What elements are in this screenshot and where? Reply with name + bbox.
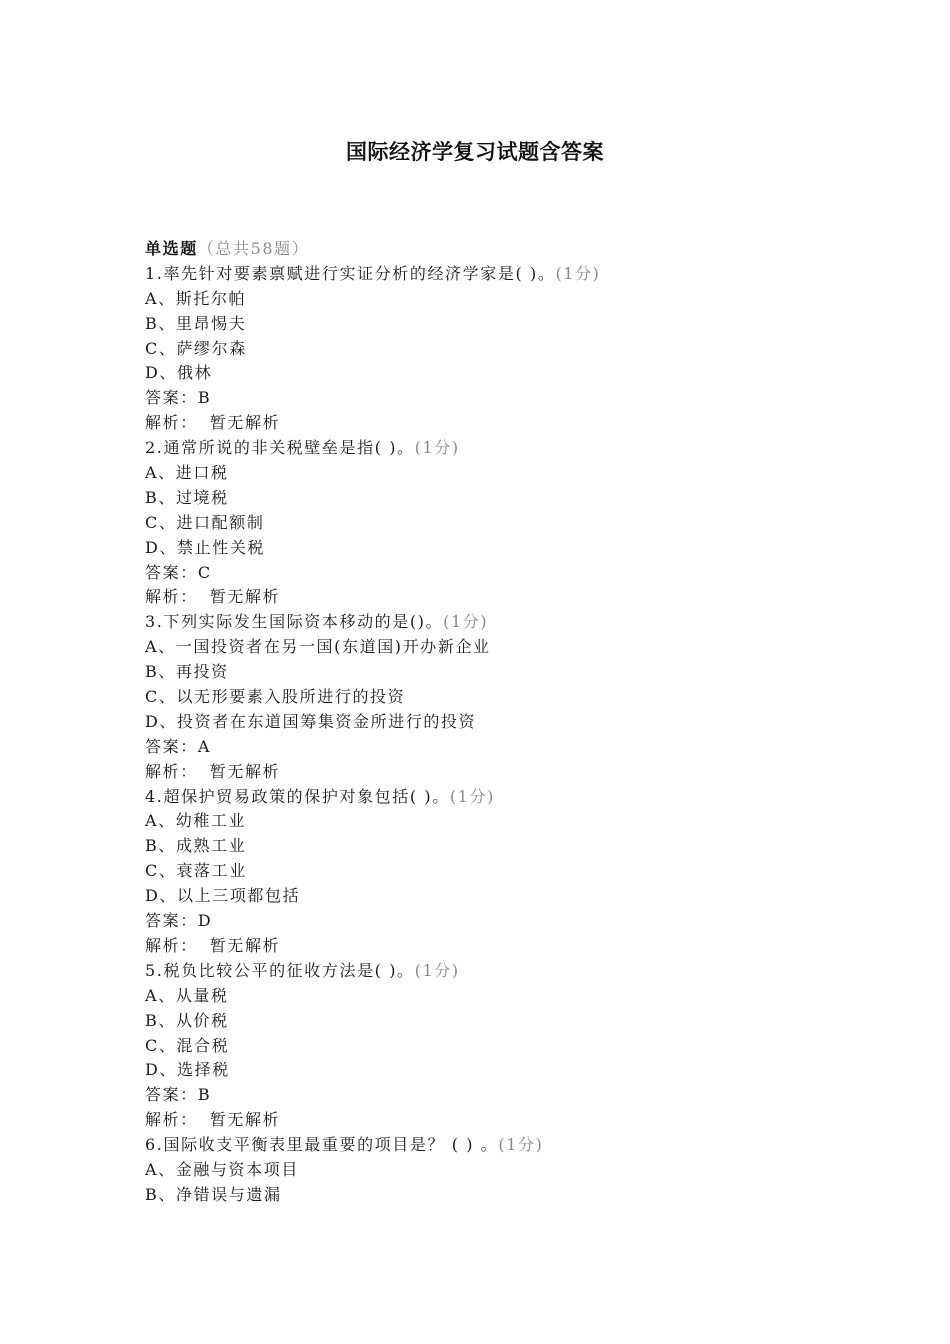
option-b: B、再投资 bbox=[145, 662, 229, 682]
option-c: C、萨缪尔森 bbox=[145, 338, 247, 358]
question-stem: 6.国际收支平衡表里最重要的项目是？ ( ) 。(1分) bbox=[145, 1135, 544, 1155]
question-stem: 3.下列实际发生国际资本移动的是()。(1分) bbox=[145, 612, 489, 632]
answer-value: B bbox=[197, 1085, 212, 1105]
analysis-label: 解析： bbox=[145, 761, 198, 781]
analysis-label: 解析： bbox=[145, 413, 198, 433]
question-score: (1分) bbox=[414, 438, 460, 458]
analysis-value: 暂无解析 bbox=[209, 935, 281, 955]
analysis-label: 解析： bbox=[145, 935, 198, 955]
option-c: C、进口配额制 bbox=[145, 512, 265, 532]
answer-label: 答案： bbox=[145, 562, 198, 582]
answer-line bbox=[145, 386, 865, 411]
option-a: A、幼稚工业 bbox=[145, 811, 247, 831]
option-b: B、里昂惕夫 bbox=[145, 313, 247, 333]
question-stem: 2.通常所说的非关税壁垒是指( )。(1分) bbox=[145, 438, 460, 458]
analysis-line bbox=[145, 760, 865, 785]
answer-label: 答案： bbox=[145, 736, 198, 756]
answer-value: C bbox=[197, 562, 212, 582]
option-a: A、进口税 bbox=[145, 463, 229, 483]
analysis-line bbox=[145, 1108, 865, 1133]
analysis-value: 暂无解析 bbox=[209, 1110, 281, 1130]
analysis-label: 解析： bbox=[145, 587, 198, 607]
option-a: A、斯托尔帕 bbox=[145, 288, 247, 308]
question-score: (1分) bbox=[443, 612, 489, 632]
option-c: C、衰落工业 bbox=[145, 861, 247, 881]
question-stem: 5.税负比较公平的征收方法是( )。(1分) bbox=[145, 960, 460, 980]
section-label: 单选题 bbox=[145, 239, 198, 258]
question-score: (1分) bbox=[414, 960, 460, 980]
question-block bbox=[145, 785, 865, 959]
document-title: 国际经济学复习试题含答案 bbox=[346, 139, 604, 164]
question-block bbox=[145, 1133, 865, 1208]
option-a: A、从量税 bbox=[145, 985, 229, 1005]
analysis-line bbox=[145, 411, 865, 436]
question-score: (1分) bbox=[498, 1135, 544, 1155]
analysis-value: 暂无解析 bbox=[209, 587, 281, 607]
question-stem: 4.超保护贸易政策的保护对象包括( )。(1分) bbox=[145, 786, 495, 806]
section-heading bbox=[145, 237, 865, 262]
answer-label: 答案： bbox=[145, 388, 198, 408]
option-d: D、以上三项都包括 bbox=[145, 886, 301, 906]
option-c: C、以无形要素入股所进行的投资 bbox=[145, 687, 406, 707]
option-d: D、投资者在东道国筹集资金所进行的投资 bbox=[145, 711, 477, 731]
option-b: B、过境税 bbox=[145, 487, 229, 507]
answer-value: A bbox=[197, 736, 211, 756]
answer-line bbox=[145, 735, 865, 760]
question-stem: 1.率先针对要素禀赋进行实证分析的经济学家是( )。(1分) bbox=[145, 263, 601, 283]
question-score: (1分) bbox=[555, 263, 601, 283]
question-block bbox=[145, 436, 865, 610]
analysis-label: 解析： bbox=[145, 1110, 198, 1130]
option-b: B、从价税 bbox=[145, 1010, 229, 1030]
section-count: （总共58题） bbox=[197, 239, 310, 258]
analysis-value: 暂无解析 bbox=[209, 761, 281, 781]
option-a: A、一国投资者在另一国(东道国)开办新企业 bbox=[145, 637, 491, 657]
option-b: B、净错误与遗漏 bbox=[145, 1184, 282, 1204]
analysis-line bbox=[145, 585, 865, 610]
answer-label: 答案： bbox=[145, 911, 198, 931]
answer-line bbox=[145, 561, 865, 586]
answer-value: B bbox=[197, 388, 212, 408]
analysis-value: 暂无解析 bbox=[209, 413, 281, 433]
option-d: D、俄林 bbox=[145, 363, 213, 383]
option-b: B、成熟工业 bbox=[145, 836, 247, 856]
answer-line bbox=[145, 1083, 865, 1108]
question-list bbox=[145, 237, 865, 1208]
answer-label: 答案： bbox=[145, 1085, 198, 1105]
question-block bbox=[145, 610, 865, 784]
option-d: D、选择税 bbox=[145, 1060, 230, 1080]
question-score: (1分) bbox=[449, 786, 495, 806]
question-block bbox=[145, 262, 865, 436]
analysis-line bbox=[145, 934, 865, 959]
answer-line bbox=[145, 909, 865, 934]
answer-value: D bbox=[197, 911, 213, 931]
option-c: C、混合税 bbox=[145, 1035, 230, 1055]
question-block bbox=[145, 959, 865, 1133]
option-a: A、金融与资本项目 bbox=[145, 1159, 299, 1179]
option-d: D、禁止性关税 bbox=[145, 537, 266, 557]
